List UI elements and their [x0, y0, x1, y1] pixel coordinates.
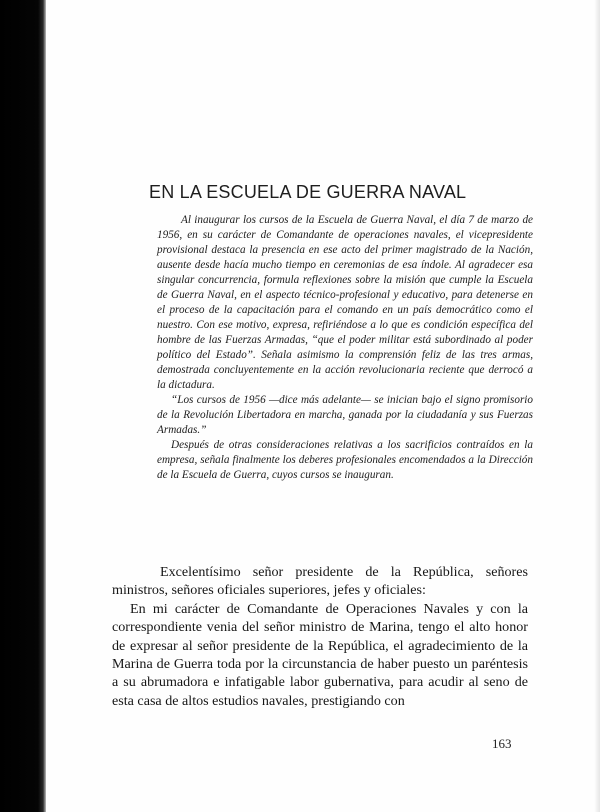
intro-paragraph: “Los cursos de 1956 —dice más adelante— se inician bajo el signo promisorio de la Revolución Libertadora en marcha, ganada por la ciudadanía y sus Fuerzas Armadas.”: [157, 394, 533, 436]
speech-body: [112, 563, 528, 710]
page-number: 163: [492, 736, 512, 751]
intro-paragraph: Al inaugurar los cursos de la Escuela de Guerra Naval, el día 7 de marzo de 1956, en su carácter de Comandante de operaciones navales, el vicepresidente provisional destaca la presencia en ese acto del primer magistrado de la Nación, ausente desde hacía mucho tiempo en ceremonias de esa índole. Al agradecer esa singular concurrencia, formula reflexiones sobre la misión que cumple la Escuela de Guerra Naval, en el aspecto técnico-profesional y educativo, para detenerse en el proceso de la capacitación para el comando en un país democrático como el nuestro. Con ese motivo, expresa, refiriéndose a lo que es condición específica del hombre de las Fuerzas Armadas, “que el poder militar está subordinado al poder político del Estado”. Señala asimismo la comprensión feliz de las tres armas, demostrada concluyentemente en la acción revolucionaria reciente que derrocó a la dictadura.: [157, 214, 533, 391]
chapter-heading: EN LA ESCUELA DE GUERRA NAVAL: [149, 182, 467, 202]
body-paragraph: En mi carácter de Comandante de Operaciones Navales y con la correspondiente venia del señor ministro de Marina, tengo el alto honor de expresar al señor presidente de la República, el agradecimiento de la Marina de Guerra toda por la circunstancia de haber puesto un paréntesis a su abrumadora e infatigable labor gubernativa, para acudir al seno de esta casa de altos estudios navales, prestigiando con: [112, 600, 528, 709]
intro-paragraph: Después de otras consideraciones relativas a los sacrificios contraídos en la empresa, señala finalmente los deberes profesionales encomendados a la Dirección de la Escuela de Guerra, cuyos cursos se inauguran.: [157, 439, 533, 481]
book-page: [46, 0, 594, 812]
intro-summary: [157, 213, 533, 483]
body-paragraph: Excelentísimo señor presidente de la República, señores ministros, señores oficiales superiores, jefes y oficiales:: [112, 564, 528, 599]
scan-right-edge: [594, 0, 600, 812]
scan-left-edge: [0, 0, 46, 812]
